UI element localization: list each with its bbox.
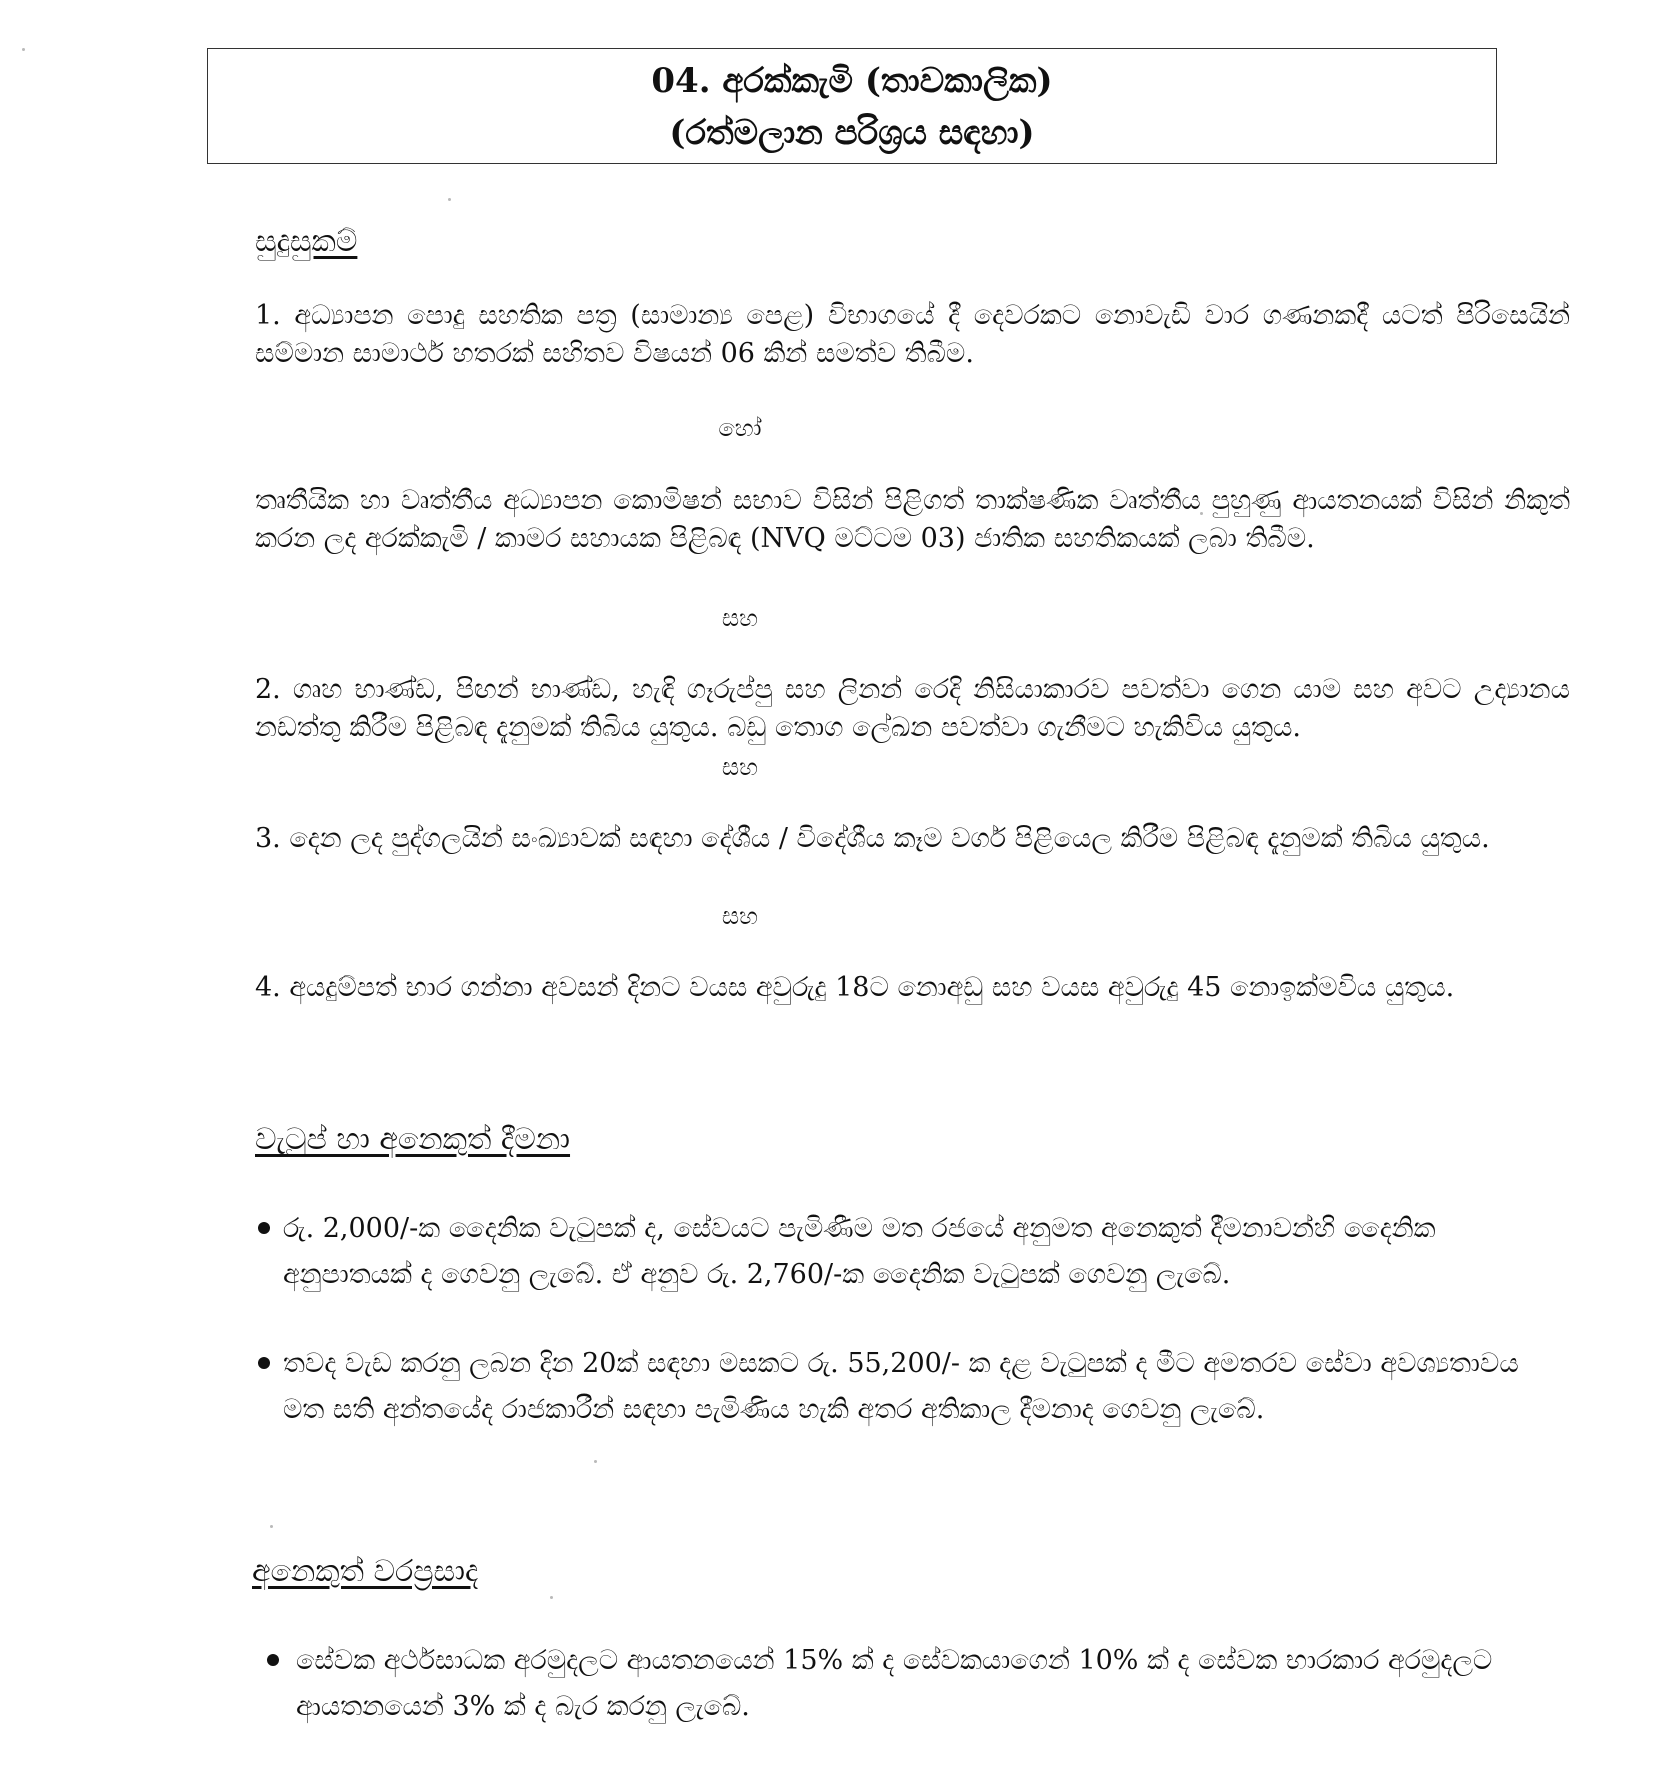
- qualification-item-4: 4. අයදුම්පත් භාර ගන්නා අවසන් දිනට වයස අවුරුදු 18ට නොඅඩු සහ වයස අවුරුදු 45 නොඉක්මවිය යුතුය.: [255, 972, 1455, 1003]
- scan-speck: [594, 1460, 597, 1463]
- conjunction-and: සහ: [721, 604, 759, 632]
- qualifications-heading: සුදුසුකම්: [255, 224, 358, 259]
- benefits-heading: අනෙකුත් වරප්‍රසාද: [252, 1554, 479, 1589]
- conjunction-or: හෝ: [718, 414, 762, 442]
- salary-heading: වැටුප් හා අනෙකුත් දීමනා: [255, 1122, 571, 1157]
- bullet-icon: [267, 1654, 279, 1666]
- qualification-item-1-alternative: තෘතීයික හා වෘත්තීය අධ්‍යාපන කොමිෂන් සභාව විසින් පිළිගත් තාක්ෂණික වෘත්තීය පුහුණු ආයතනයක් විසින් නිකුත් කරන ලද අරක්කැමි / කාමර සහායක පිළිබඳ (NVQ මට්ටම 03) ජාතික සහතිකයක් ලබා තිබීම.: [255, 485, 1570, 554]
- bullet-icon: [258, 1357, 270, 1369]
- salary-bullet-1: රු. 2,000/-ක දෛනික වැටුපක් ද, සේවයට පැමිණීම මත රජයේ අනුමත අනෙකුත් දීමනාවන්හි දෛනික අනුපාතයක් ද ගෙවනු ලැබේ. ඒ අනුව රු. 2,760/-ක දෛනික වැටුපක් ගෙවනු ලැබේ.: [283, 1213, 1436, 1290]
- conjunction-and: සහ: [721, 753, 759, 781]
- scan-speck: [550, 1596, 553, 1599]
- page-subtitle: (රත්මලාන පරිශ්‍රය සඳහා): [669, 113, 1035, 153]
- scan-speck: [22, 48, 25, 51]
- title-box: [207, 48, 1497, 164]
- qualification-item-2: 2. ගෘහ භාණ්ඩ, පිඟන් භාණ්ඩ, හැඳි ගෑරුප්පු සහ ලිනන් රෙදි නිසියාකාරව පවත්වා ගෙන යාම සහ අවට උද්‍යානය නඩත්තු කිරීම පිළිබඳ දැනුමක් තිබිය යුතුය. බඩු තොග ලේඛන පවත්වා ගැනීමට හැකිවිය යුතුය.: [255, 674, 1570, 743]
- conjunction-and: සහ: [721, 902, 759, 930]
- qualification-item-3: 3. දෙන ලද පුද්ගලයින් සංඛ්‍යාවක් සඳහා දේශීය / විදේශීය කෑම වර්ග පිළියෙල කිරීම පිළිබඳ දැනුමක් තිබිය යුතුය.: [255, 823, 1490, 854]
- benefits-bullet-1: සේවක අර්ථසාධක අරමුදලට ආයතනයෙන් 15% ක් ද සේවකයාගෙන් 10% ක් ද සේවක භාරකාර අරමුදලට ආයතනයෙන් 3% ක් ද බැර කරනු ලැබේ.: [296, 1645, 1493, 1722]
- bullet-icon: [258, 1222, 270, 1234]
- page-title: 04. අරක්කැමි (තාවකාලික): [651, 61, 1053, 101]
- qualification-item-1: 1. අධ්‍යාපන පොදු සහතික පත්‍ර (සාමාන්‍ය පෙළ) විභාගයේ දී දෙවරකට නොවැඩි වාර ගණනකදී යටත් පිරිසෙයින් සම්මාන සාමාර්ථ හතරක් සහිතව විෂයන් 06 කින් සමත්ව තිබීම.: [255, 300, 1570, 369]
- scan-speck: [448, 198, 451, 201]
- scan-speck: [270, 1525, 273, 1528]
- salary-bullet-2: තවද වැඩ කරනු ලබන දින 20ක් සඳහා මසකට රු. 55,200/- ක දළ වැටුපක් ද මීට අමතරව සේවා අවශ්‍යතාවය මත සති අන්තයේද රාජකාරීන් සඳහා පැමිණිය හැකි අතර අතිකාල දීමනාද ගෙවනු ලැබේ.: [283, 1348, 1519, 1425]
